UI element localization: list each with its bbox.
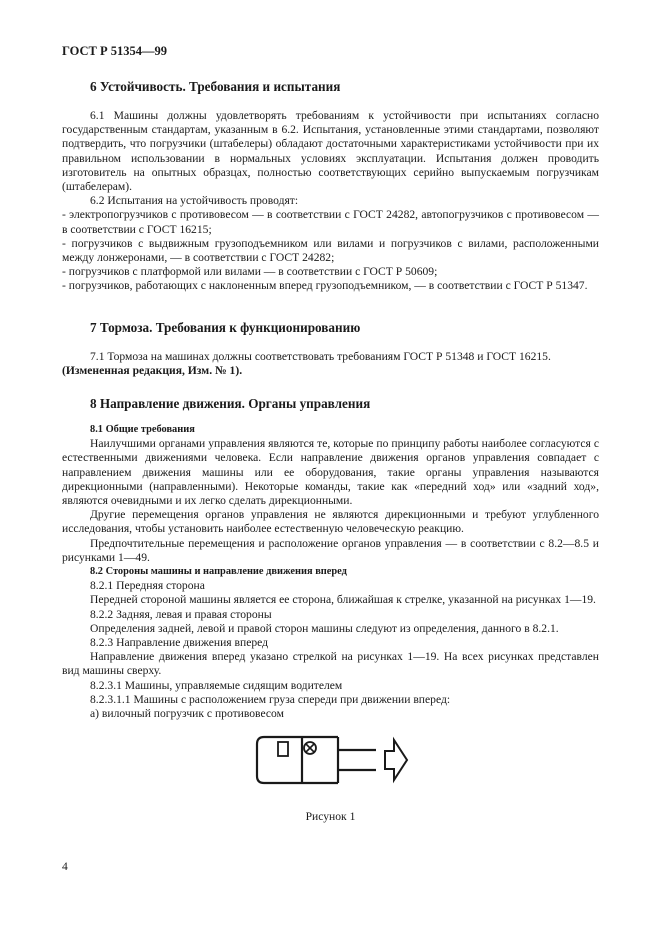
document-header: ГОСТ Р 51354—99 [62,44,168,58]
clause-8-2-2-text: Определения задней, левой и правой сторон машины следуют из определения, данного в 8.2.1. [90,621,559,635]
clause-8-2-1-text: Передней стороной машины является ее сторона, ближайшая к стрелке, указанной на рисунках 1—19. [90,593,596,607]
amendment-note: (Измененная редакция, Изм. № 1). [62,364,243,378]
seat-icon [278,742,288,756]
paragraph-7-1: 7.1 Тормоза на машинах должны соответствовать требованиям ГОСТ Р 51348 и ГОСТ 16215. [90,350,551,363]
paragraph-6-2: 6.2 Испытания на устойчивость проводят: [90,194,299,208]
section-7-body [62,350,599,378]
clause-8-2-2-title: 8.2.2 Задняя, левая и правая стороны [90,607,272,621]
section-6-body [62,109,599,294]
section-8-body [62,423,599,721]
list-item: - погрузчиков с выдвижным грузоподъемником или вилами и погрузчиков с вилами, расположенными между лонжеронами, — в соответствии с ГОСТ 24282; [62,236,599,265]
paragraph-8-1-c: Предпочтительные перемещения и расположение органов управления — в соответствии с 8.2—8.5 и рисунками 1—49. [62,536,599,564]
list-item: - электропогрузчиков с противовесом — в соответствии с ГОСТ 24282, автопогрузчиков с противовесом — в соответствии с ГОСТ 16215; [62,208,599,236]
figure-1-caption: Рисунок 1 [305,810,356,823]
clause-8-2-1-title: 8.2.1 Передняя сторона [90,579,205,593]
clause-8-2-3-1-title: 8.2.3.1 Машины, управляемые сидящим водителем [90,678,343,692]
machine-body-outline [257,737,338,783]
list-item: - погрузчиков с платформой или вилами — в соответствии с ГОСТ Р 50609; [62,265,438,279]
section-6-title: 6 Устойчивость. Требования и испытания [90,79,341,94]
page-number: 4 [62,860,68,873]
section-7-title: 7 Тормоза. Требования к функционированию [90,320,361,335]
list-item: - погрузчиков, работающих с наклоненным вперед грузоподъемником, — в соответствии с ГОСТ Р 51347. [62,279,588,293]
clause-8-2-3-title: 8.2.3 Направление движения вперед [90,636,269,650]
section-8-title: 8 Направление движения. Органы управления [90,396,371,411]
paragraph-8-1-a: Наилучшими органами управления являются те, которые по принципу работы наиболее согласуются с естественными движениями человека. Если направление движения органов управления совпадает с направлением движения машины или ее оборудования, такие органы управления называются дирекционными (направленными). Некоторые команды, такие как «передний ход» или «задний ход», являются очевидными и их легко сделать дирекционными. [62,437,599,508]
subsection-8-1-title: 8.1 Общие требования [90,424,195,435]
paragraph-6-1: 6.1 Машины должны удовлетворять требованиям к устойчивости при испытаниях согласно государственным стандартам, указанным в 6.2. Испытания, установленные этими стандартами, позволяют подтвердить, что погрузчики (штабелеры) обладают достаточными характеристиками устойчивости при их правильном использовании в нормальных условиях эксплуатации. Испытания должен проводить изготовитель на опытных образцах, полностью соответствующих серийно выпускаемым погрузчикам (штабелерам). [62,109,599,194]
clause-8-2-3-text: Направление движения вперед указано стрелкой на рисунках 1—19. На всех рисунках представлен вид машины сверху. [62,650,599,678]
figure-1-forklift-diagram [254,734,410,786]
paragraph-8-1-b: Другие перемещения органов управления не являются дирекционными и требуют углубленного исследования, чтобы установить наиболее естественную человеческую реакцию. [62,508,599,536]
subsection-8-2-title: 8.2 Стороны машины и направление движения вперед [90,566,347,578]
clause-8-2-3-1-1-title: 8.2.3.1.1 Машины с расположением груза спереди при движении вперед: [90,692,451,706]
forward-arrow-icon [385,740,407,780]
list-item-a: а) вилочный погрузчик с противовесом [90,707,284,721]
